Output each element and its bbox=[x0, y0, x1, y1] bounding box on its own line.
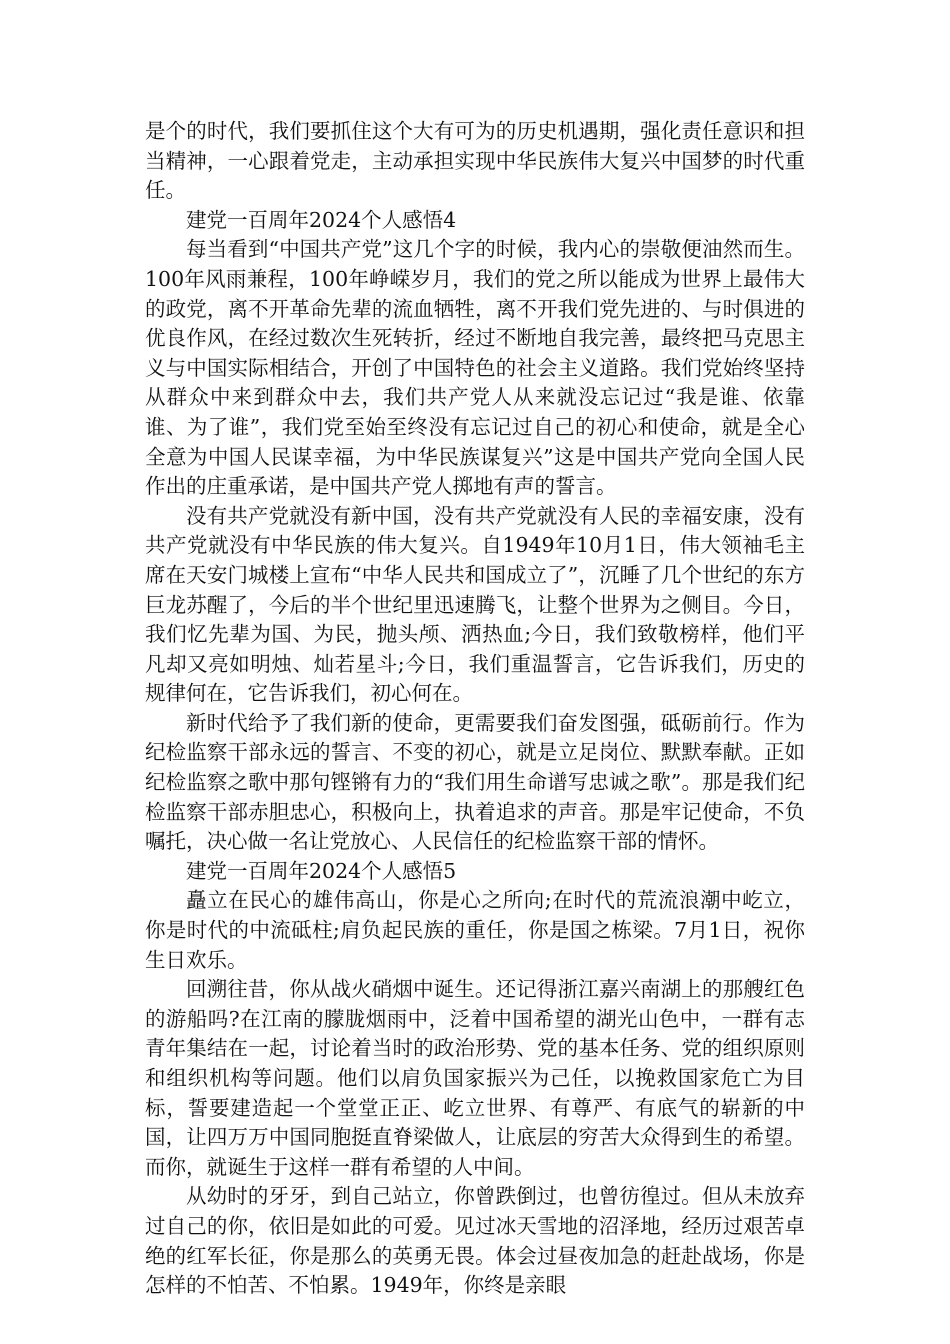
paragraph: 新时代给予了我们新的使命，更需要我们奋发图强，砥砺前行。作为纪检监察干部永远的誓言、不变的初心，就是立足岗位、默默奉献。正如纪检监察之歌中那句铿锵有力的“我们用生命谱写忠诚之歌”。那是我们纪检监察干部赤胆忠心，积极向上，执着追求的声音。那是牢记使命，不负嘱托，决心做一名让党放心、人民信任的纪检监察干部的情怀。 bbox=[145, 710, 805, 854]
paragraph: 从幼时的牙牙，到自己站立，你曾跌倒过，也曾彷徨过。但从未放弃过自己的你，依旧是如此的可爱。见过冰天雪地的沼泽地，经历过艰苦卓绝的红军长征，你是那么的英勇无畏。体会过昼夜加急的赶赴战场，你是怎样的不怕苦、不怕累。1949年，你终是亲眼 bbox=[145, 1184, 805, 1298]
paragraph: 没有共产党就没有新中国，没有共产党就没有人民的幸福安康，没有共产党就没有中华民族的伟大复兴。自1949年10月1日，伟大领袖毛主席在天安门城楼上宣布“中华人民共和国成立了”，沉睡了几个世纪的东方巨龙苏醒了，今后的半个世纪里迅速腾飞，让整个世界为之侧目。今日，我们忆先辈为国、为民，抛头颅、洒热血;今日，我们致敬榜样，他们平凡却又亮如明烛、灿若星斗;今日，我们重温誓言，它告诉我们，历史的规律何在，它告诉我们，初心何在。 bbox=[145, 503, 805, 706]
section-heading-4: 建党一百周年2024个人感悟4 bbox=[186, 207, 457, 232]
paragraph: 矗立在民心的雄伟高山，你是心之所向;在时代的荒流浪潮中屹立，你是时代的中流砥柱;肩负起民族的重任，你是国之栋梁。7月1日，祝你生日欢乐。 bbox=[145, 888, 805, 972]
section-heading-5: 建党一百周年2024个人感悟5 bbox=[186, 858, 457, 883]
paragraph: 回溯往昔，你从战火硝烟中诞生。还记得浙江嘉兴南湖上的那艘红色的游船吗?在江南的朦胧烟雨中，泛着中国希望的湖光山色中，一群有志青年集结在一起，讨论着当时的政治形势、党的基本任务、党的组织原则和组织机构等问题。他们以肩负国家振兴为己任，以挽救国家危亡为目标，誓要建造起一个堂堂正正、屹立世界、有尊严、有底气的崭新的中国，让四万万中国同胞挺直脊梁做人，让底层的穷苦大众得到生的希望。而你，就诞生于这样一群有希望的人中间。 bbox=[145, 977, 805, 1179]
paragraph-continuation: 是个的时代，我们要抓住这个大有可为的历史机遇期，强化责任意识和担当精神，一心跟着党走，主动承担实现中华民族伟大复兴中国梦的时代重任。 bbox=[145, 119, 805, 203]
paragraph: 每当看到“中国共产党”这几个字的时候，我内心的崇敬便油然而生。100年风雨兼程，100年峥嵘岁月，我们的党之所以能成为世界上最伟大的政党，离不开革命先辈的流血牺牲，离不开我们党先进的、与时俱进的优良作风，在经过数次生死转折，经过不断地自我完善，最终把马克思主义与中国实际相结合，开创了中国特色的社会主义道路。我们党始终坚持从群众中来到群众中去，我们共产党人从来就没忘记过“我是谁、依靠谁、为了谁”，我们党至始至终没有忘记过自己的初心和使命，就是全心全意为中国人民谋幸福，为中华民族谋复兴”这是中国共产党向全国人民作出的庄重承诺，是中国共产党人掷地有声的誓言。 bbox=[145, 237, 805, 499]
document-page bbox=[145, 117, 805, 1301]
